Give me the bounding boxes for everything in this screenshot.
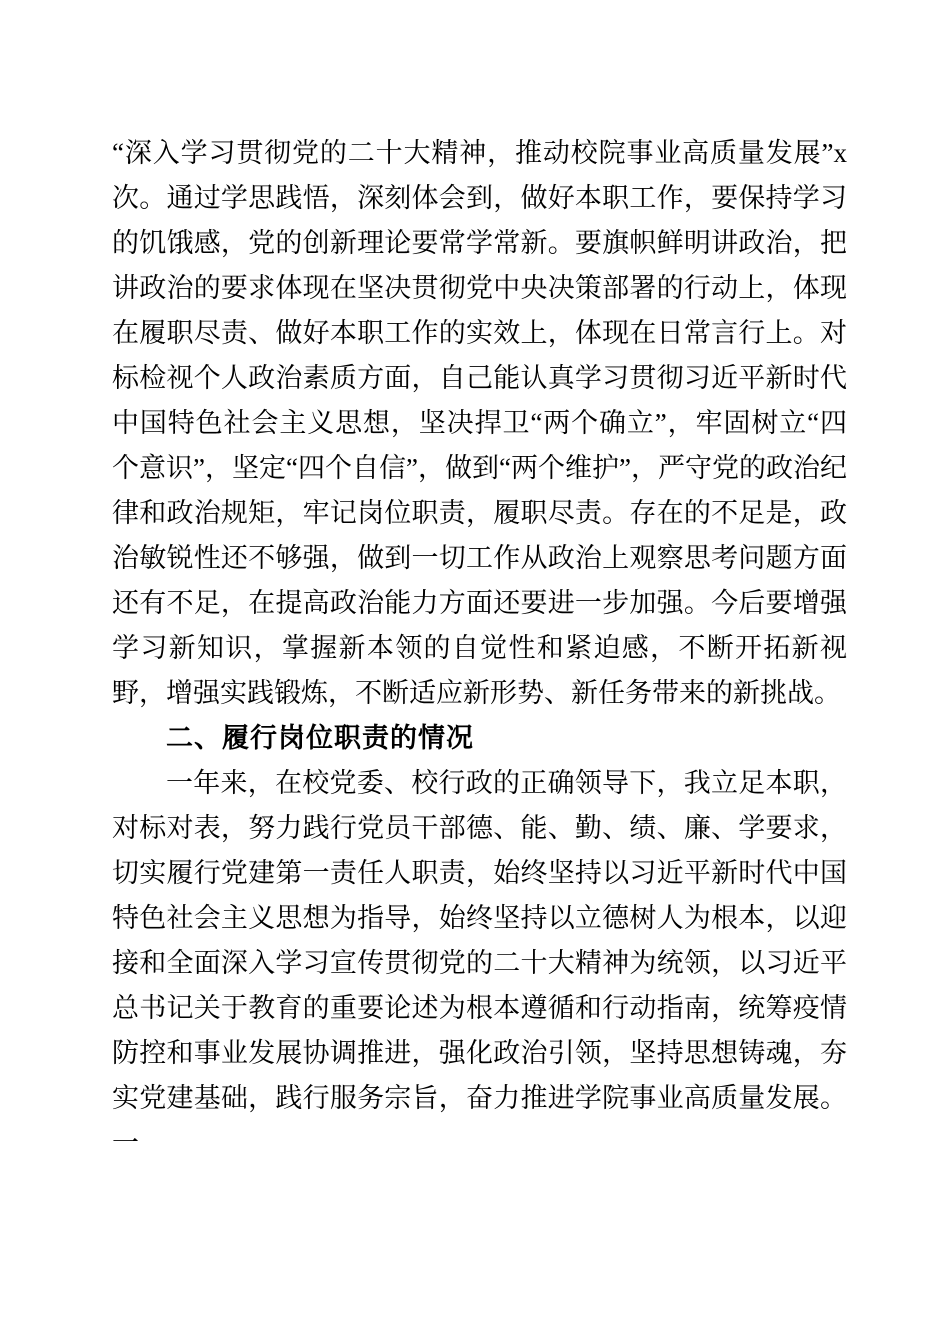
paragraph-continuation: “深入学习贯彻党的二十大精神，推动校院事业高质量发展”x次。通过学思践悟，深刻体会到，做好本职工作，要保持学习的饥饿感，党的创新理论要常学常新。要旗帜鲜明讲政治，把讲政治的要求体现在坚决贯彻党中央决策部署的行动上，体现在履职尽责、做好本职工作的实效上，体现在日常言行上。对标检视个人政治素质方面，自己能认真学习贯彻习近平新时代中国特色社会主义思想，坚决捍卫“两个确立”，牢固树立“四个意识”，坚定“四个自信”，做到“两个维护”，严守党的政治纪律和政治规矩，牢记岗位职责，履职尽责。存在的不足是，政治敏锐性还不够强，做到一切工作从政治上观察思考问题方面还有不足，在提高政治能力方面还要进一步加强。今后要增强学习新知识，掌握新本领的自觉性和紧迫感，不断开拓新视野，增强实践锻炼，不断适应新形势、新任务带来的新挑战。	[112, 138, 847, 708]
section-heading-duties: 二、履行岗位职责的情况	[166, 723, 474, 753]
paragraph-duties: 一年来，在校党委、校行政的正确领导下，我立足本职，对标对表，努力践行党员干部德、能、勤、绩、廉、学要求，切实履行党建第一责任人职责，始终坚持以习近平新时代中国特色社会主义思想为指导，始终坚持以立德树人为根本，以迎接和全面深入学习宣传贯彻党的二十大精神为统领，以习近平总书记关于教育的重要论述为根本遵循和行动指南，统筹疫情防控和事业发展协调推进，强化政治引领，坚持思想铸魂，夯实党建基础，践行服务宗旨，奋力推进学院事业高质量发展。一	[112, 768, 847, 1158]
